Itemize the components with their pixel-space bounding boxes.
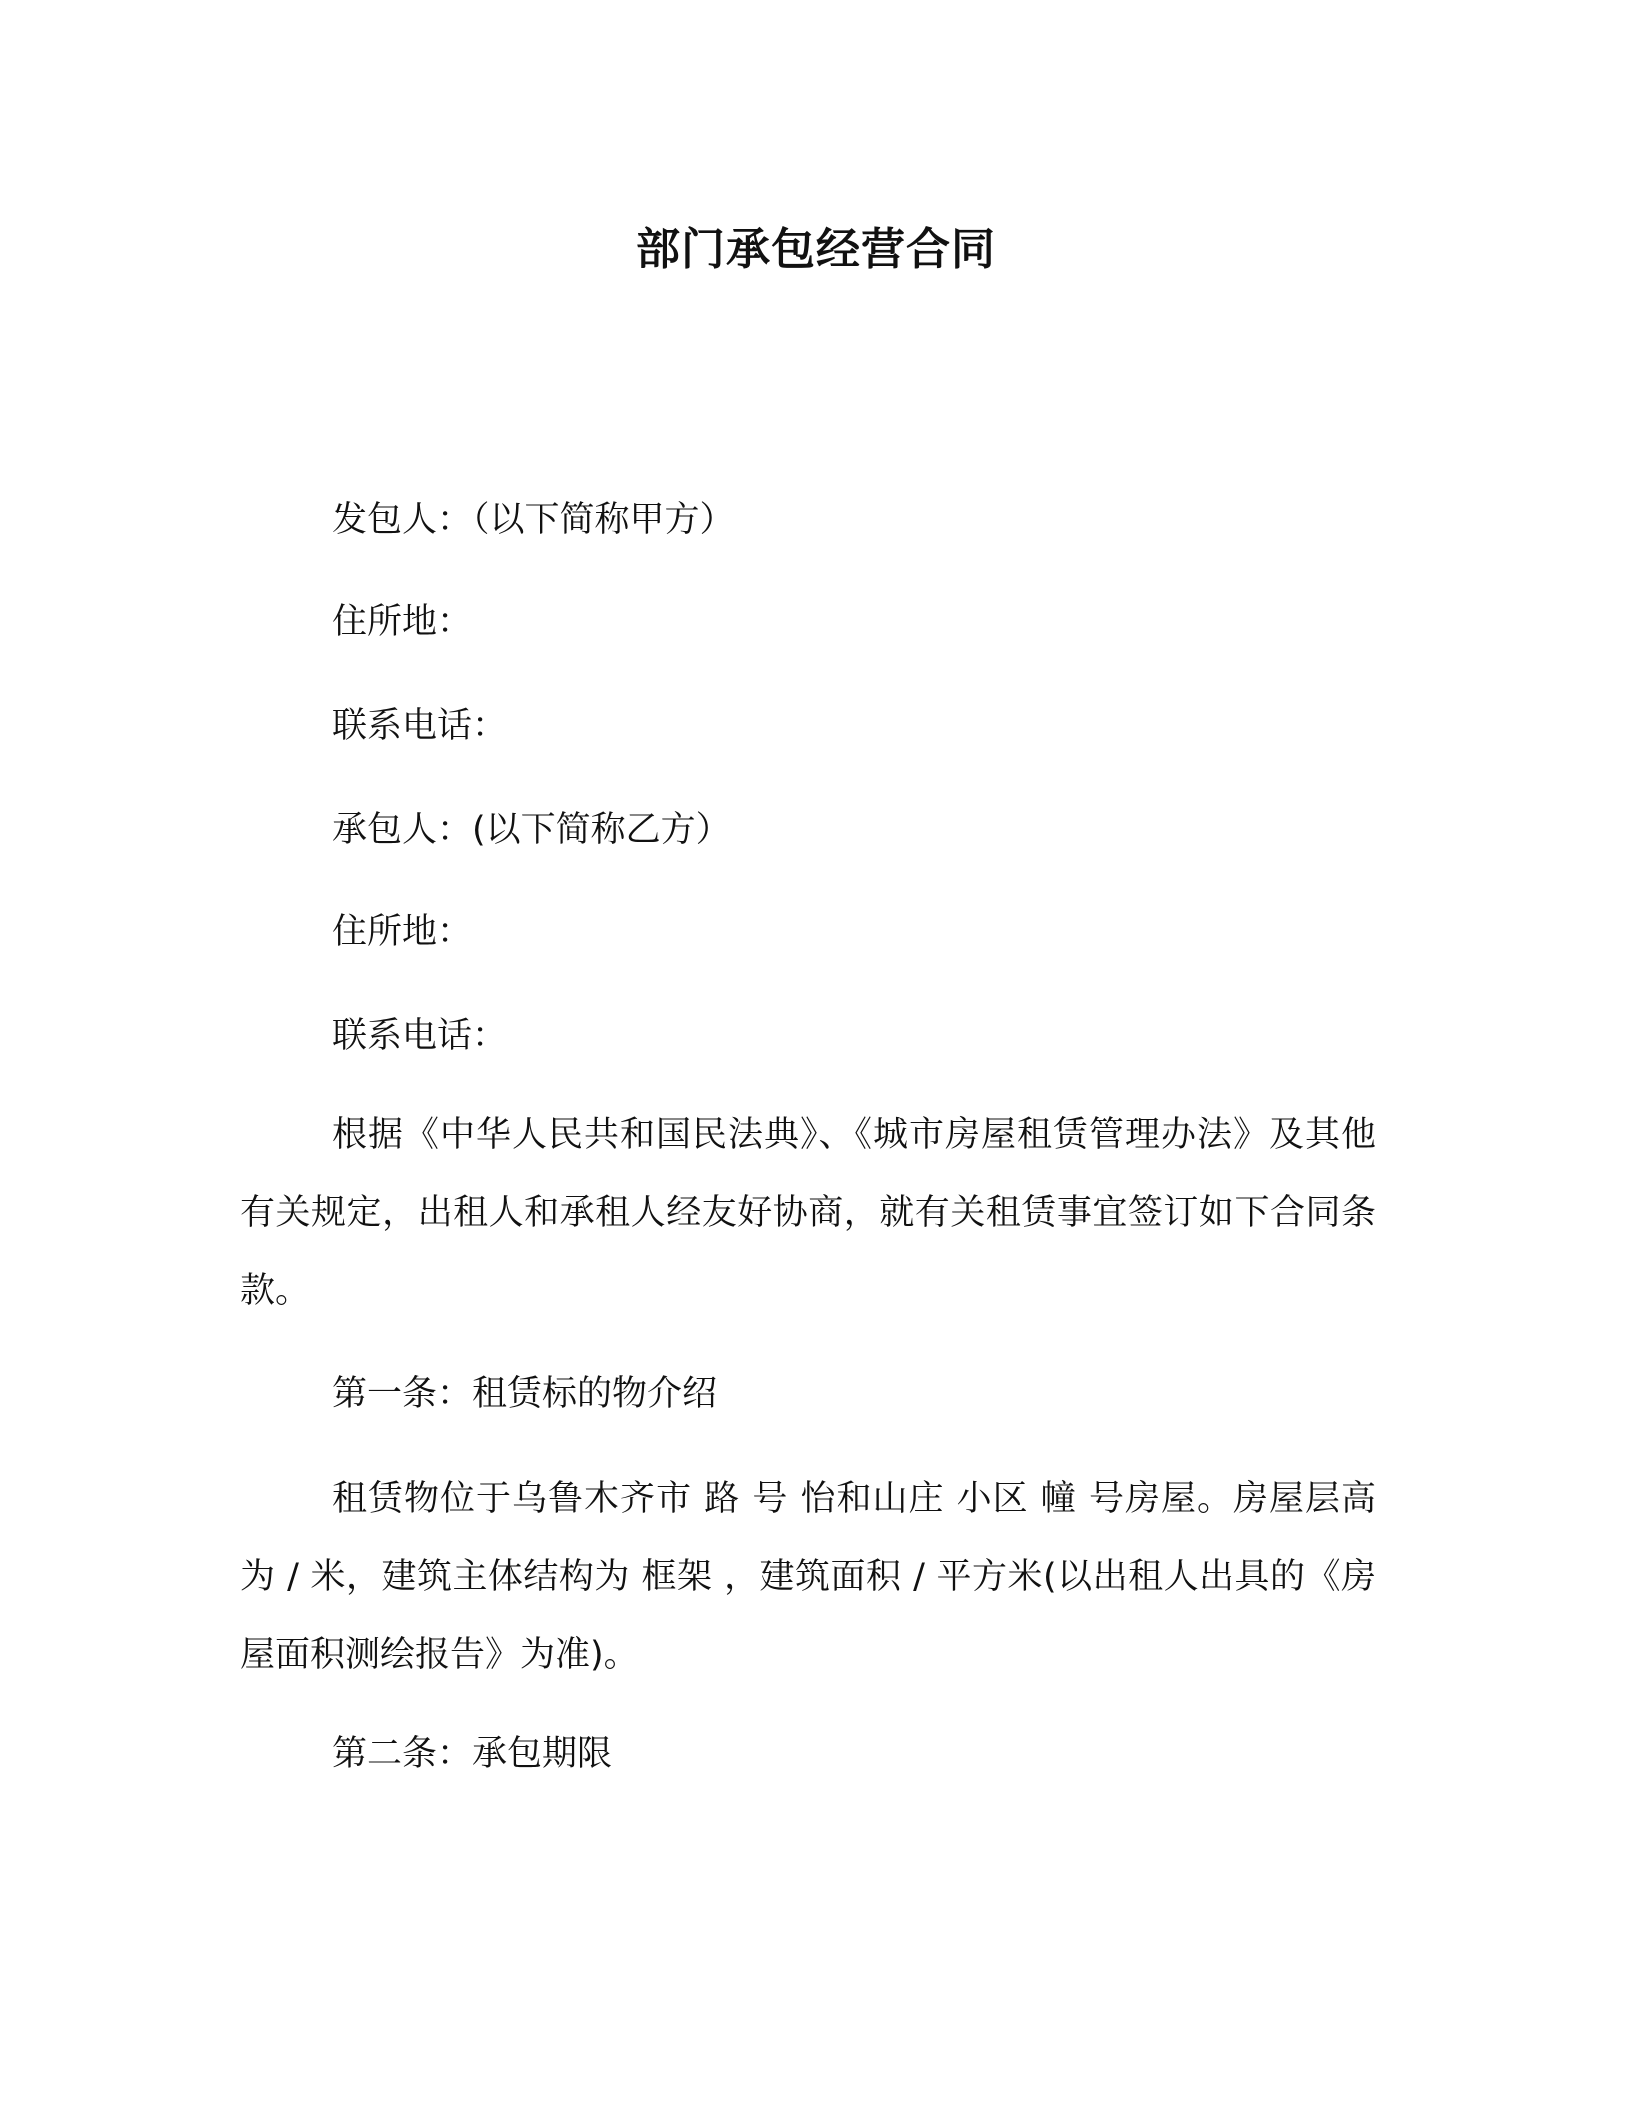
- article1-heading: 第一条：租赁标的物介绍: [332, 1374, 718, 1414]
- article1-body: 租赁物位于乌鲁木齐市 路 号 怡和山庄 小区 幢 号房屋。房屋层高为 / 米，建筑主体结构为 框架 ，建筑面积 / 平方米(以出租人出具的《房屋面积测绘报告》为准)。: [240, 1479, 1376, 1675]
- party-b-address: 住所地：: [332, 912, 473, 952]
- party-a-address: 住所地：: [332, 602, 473, 642]
- party-b-label: 承包人：(以下简称乙方）: [332, 810, 731, 850]
- party-b-phone: 联系电话：: [332, 1016, 508, 1056]
- preamble-paragraph: 根据《中华人民共和国民法典》、《城市房屋租赁管理办法》及其他有关规定，出租人和承租人经友好协商，就有关租赁事宜签订如下合同条款。: [240, 1115, 1376, 1311]
- document-title: 部门承包经营合同: [636, 224, 996, 275]
- party-a-label: 发包人：（以下简称甲方）: [332, 500, 735, 540]
- article2-heading: 第二条：承包期限: [332, 1734, 613, 1774]
- party-a-phone: 联系电话：: [332, 706, 508, 746]
